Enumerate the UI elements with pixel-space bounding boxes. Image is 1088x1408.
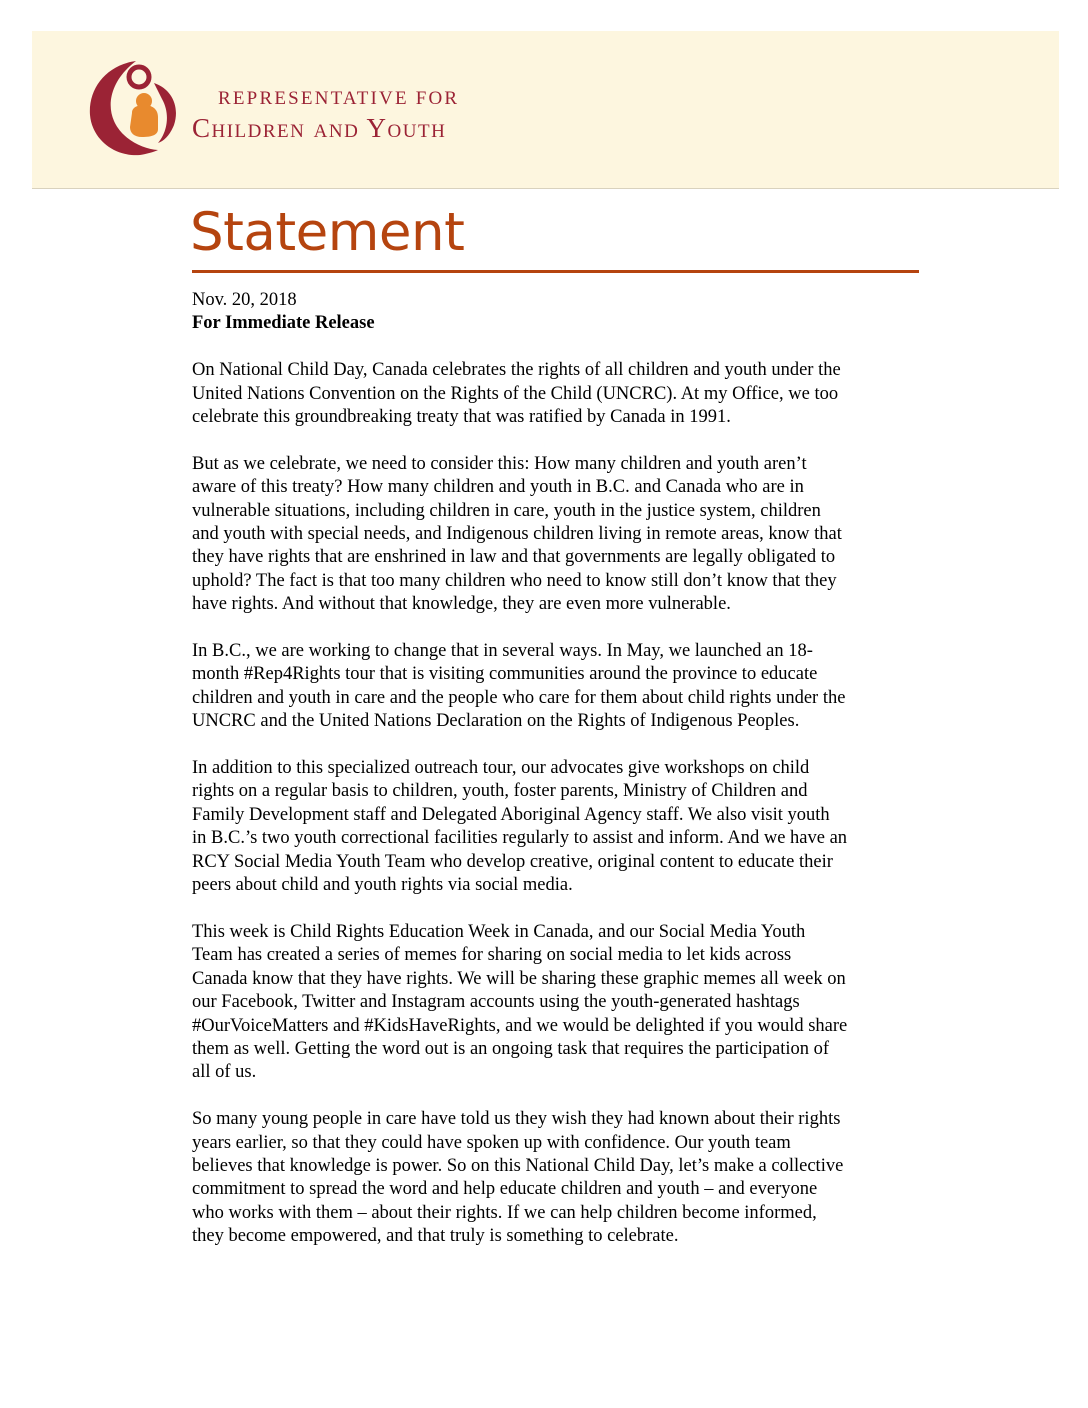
letterhead-band (32, 31, 1059, 189)
org-name-line2: Children and Youth (192, 113, 447, 143)
org-name-line1: REPRESENTATIVE FOR (218, 88, 460, 109)
paragraph: In addition to this specialized outreach tour, our advocates give workshops on child rights on a regular basis to children, youth, foster parents, Ministry of Children and Family Development staff and Delegated Aboriginal Agency staff. We also visit youth in B.C.’s two youth correctional facilities regularly to assist and inform. And we have an RCY Social Media Youth Team who develop creative, original content to educate their peers about child and youth rights via social media. (192, 758, 848, 896)
page-title: Statement (190, 202, 465, 263)
statement-body (192, 289, 932, 1249)
paragraph: In B.C., we are working to change that in several ways. In May, we launched an 18- month #Rep4Rights tour that is visiting communities around the province to educate children and youth in care and the people who care for them about child rights under the UNCRC and the United Nations Declaration on the Rights of Indigenous Peoples. (192, 641, 846, 732)
title-divider (192, 270, 919, 273)
dateline: Nov. 20, 2018 (192, 290, 297, 310)
paragraph: On National Child Day, Canada celebrates the rights of all children and youth under the United Nations Convention on the Rights of the Child (UNCRC). At my Office, we too celebrate this groundbreaking treaty that was ratified by Canada in 1991. (192, 360, 841, 428)
paragraph: This week is Child Rights Education Week in Canada, and our Social Media Youth Team has created a series of memes for sharing on social media to let kids across Canada know that they have rights. We will be sharing these graphic memes all week on our Facebook, Twitter and Instagram accounts using the youth-generated hashtags #OurVoiceMatters and #KidsHaveRights, and we would be delighted if you would share them as well. Getting the word out is an ongoing task that requires the participation of all of us. (192, 921, 848, 1083)
rcy-mother-child-logo-icon (84, 55, 184, 159)
release-notice: For Immediate Release (192, 313, 375, 334)
paragraph: But as we celebrate, we need to consider this: How many children and youth aren’t aware of this treaty? How many children and youth in B.C. and Canada who are in vulnerable situations, including children in care, youth in the justice system, children and youth with special needs, and Indigenous children living in remote areas, know that they have rights that are enshrined in law and that governments are legally obligated to uphold? The fact is that too many children who need to know still don’t know that they have rights. And without that knowledge, they are even more vulnerable. (192, 453, 842, 615)
paragraph: So many young people in care have told us they wish they had known about their rights years earlier, so that they could have spoken up with confidence. Our youth team believes that knowledge is power. So on this National Child Day, let’s make a collective commitment to spread the word and help educate children and youth – and everyone who works with them – about their rights. If we can help children become informed, they become empowered, and that truly is something to celebrate. (192, 1109, 844, 1247)
